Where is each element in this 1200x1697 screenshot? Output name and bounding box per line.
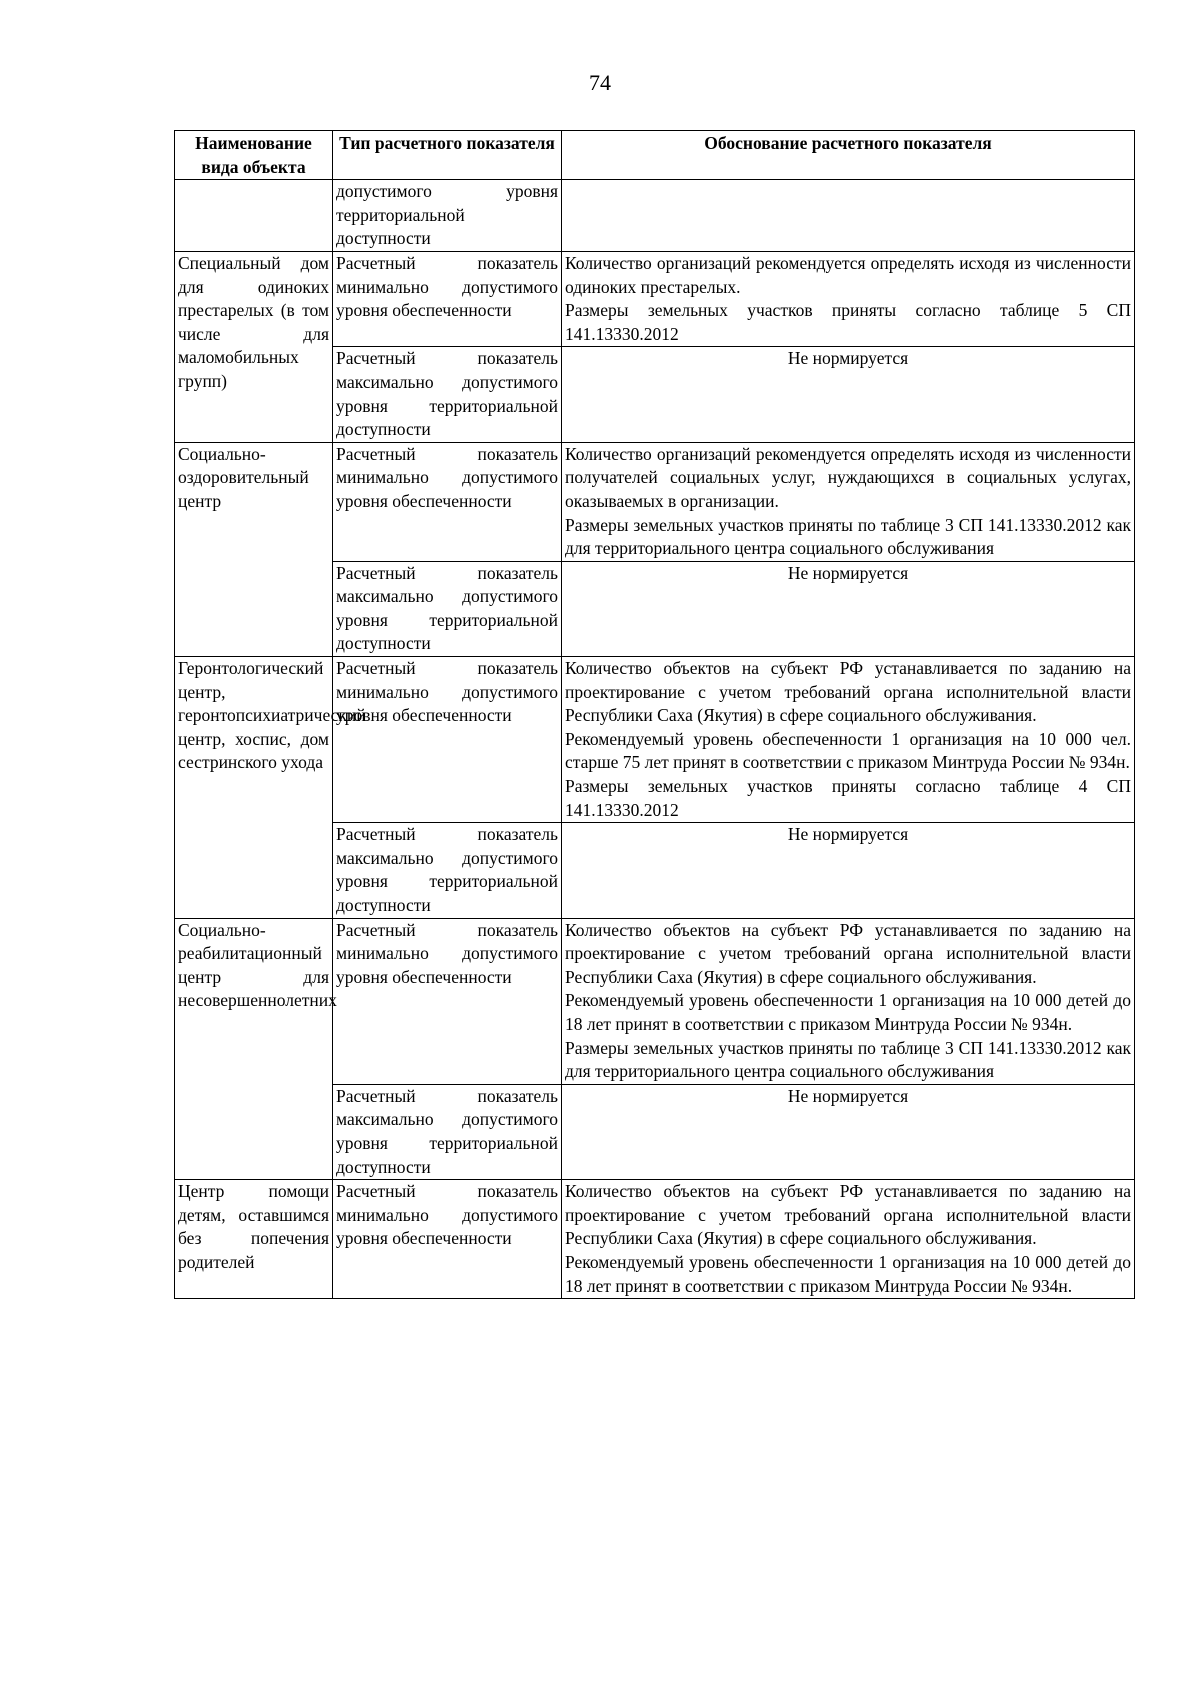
indicator-type-cell: Расчетный показатель максимально допустимого уровня территориальной доступности xyxy=(333,561,562,656)
table-row xyxy=(175,180,1135,252)
justification-cell xyxy=(562,180,1135,252)
justification-paragraph: Размеры земельных участков приняты согласно таблице 4 СП 141.13330.2012 xyxy=(565,776,1131,820)
table-row xyxy=(175,251,1135,346)
table-row xyxy=(175,442,1135,561)
justification-cell xyxy=(562,657,1135,823)
justification-paragraph: Размеры земельных участков приняты по таблице 3 СП 141.13330.2012 как для территориального центра социального обслуживания xyxy=(565,514,1131,559)
indicator-type-cell: Расчетный показатель максимально допустимого уровня территориальной доступности xyxy=(333,347,562,442)
justification-cell xyxy=(562,1180,1135,1299)
object-name-cell xyxy=(175,180,333,252)
indicator-type-cell: Расчетный показатель минимально допустимого уровня обеспеченности xyxy=(333,1180,562,1299)
object-name-cell: Геронтологический центр, геронтопсихиатрический центр, хоспис, дом сестринского ухода xyxy=(175,657,333,919)
object-name-cell: Центр помощи детям, оставшимся без попечения родителей xyxy=(175,1180,333,1299)
object-name-cell: Социально-оздоровительный центр xyxy=(175,442,333,656)
header-object-name: Наименование вида объекта xyxy=(175,131,333,180)
table-row xyxy=(175,918,1135,1084)
indicator-type-cell: Расчетный показатель максимально допустимого уровня территориальной доступности xyxy=(333,1084,562,1179)
indicator-type-cell: Расчетный показатель минимально допустимого уровня обеспеченности xyxy=(333,251,562,346)
table-header-row xyxy=(175,131,1135,180)
justification-paragraph: Количество организаций рекомендуется определять исходя из численности одиноких престарелых. xyxy=(565,252,1131,297)
justification-paragraph: Количество организаций рекомендуется определять исходя из численности получателей социальных услуг, нуждающихся в социальных услугах, оказываемых в организации. xyxy=(565,443,1131,511)
justification-paragraph: Рекомендуемый уровень обеспеченности 1 организация на 10 000 детей до 18 лет принят в соответствии с приказом Минтруда России № 934н. xyxy=(565,1251,1131,1296)
justification-cell: Не нормируется xyxy=(562,561,1135,656)
indicator-type-cell: Расчетный показатель максимально допустимого уровня территориальной доступности xyxy=(333,823,562,918)
indicators-table xyxy=(174,130,1135,1299)
justification-paragraph: Размеры земельных участков приняты по таблице 3 СП 141.13330.2012 как для территориального центра социального обслуживания xyxy=(565,1037,1131,1082)
justification-cell xyxy=(562,251,1135,346)
justification-cell xyxy=(562,918,1135,1084)
table-row xyxy=(175,1180,1135,1299)
table-row xyxy=(175,657,1135,823)
indicator-type-cell: допустимого уровня территориальной доступности xyxy=(333,180,562,252)
object-name-cell: Социально-реабилитационный центр для несовершеннолетних xyxy=(175,918,333,1180)
justification-cell: Не нормируется xyxy=(562,823,1135,918)
justification-paragraph: Количество объектов на субъект РФ устанавливается по заданию на проектирование с учетом требований органа исполнительной власти Республики Саха (Якутия) в сфере социального обслуживания. xyxy=(565,919,1131,987)
justification-cell xyxy=(562,442,1135,561)
justification-paragraph: Размеры земельных участков приняты согласно таблице 5 СП 141.13330.2012 xyxy=(565,300,1131,344)
justification-paragraph: Рекомендуемый уровень обеспеченности 1 организация на 10 000 чел. старше 75 лет принят в соответствии с приказом Минтруда России № 934н. xyxy=(565,728,1131,773)
header-indicator-type: Тип расчетного показателя xyxy=(333,131,562,180)
justification-paragraph: Количество объектов на субъект РФ устанавливается по заданию на проектирование с учетом требований органа исполнительной власти Республики Саха (Якутия) в сфере социального обслуживания. xyxy=(565,1181,1131,1249)
justification-paragraph: Количество объектов на субъект РФ устанавливается по заданию на проектирование с учетом требований органа исполнительной власти Республики Саха (Якутия) в сфере социального обслуживания. xyxy=(565,658,1131,726)
object-name-cell: Специальный дом для одиноких престарелых (в том числе для маломобильных групп) xyxy=(175,251,333,442)
indicator-type-cell: Расчетный показатель минимально допустимого уровня обеспеченности xyxy=(333,657,562,823)
justification-paragraph: Рекомендуемый уровень обеспеченности 1 организация на 10 000 детей до 18 лет принят в соответствии с приказом Минтруда России № 934н. xyxy=(565,990,1131,1034)
indicator-type-cell: Расчетный показатель минимально допустимого уровня обеспеченности xyxy=(333,442,562,561)
indicator-type-cell: Расчетный показатель минимально допустимого уровня обеспеченности xyxy=(333,918,562,1084)
justification-cell: Не нормируется xyxy=(562,1084,1135,1179)
justification-cell: Не нормируется xyxy=(562,347,1135,442)
header-justification: Обоснование расчетного показателя xyxy=(562,131,1135,180)
page-number: 74 xyxy=(589,70,611,95)
